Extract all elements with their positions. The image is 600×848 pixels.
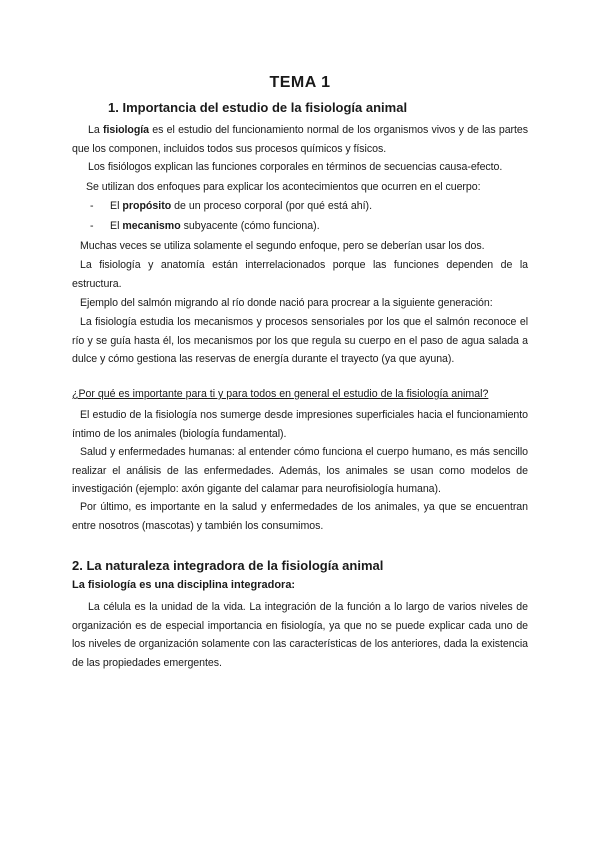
paragraph-text: Salud y enfermedades humanas: al entender cómo funciona el cuerpo humano, es más sencillo realizar el análisis de las enfermedades. Además, los animales se usan como modelos de investigación (ejemplo: axón gigante del calamar para neurofisiología humana). [72,446,528,495]
paragraph-text: El estudio de la fisiología nos sumerge desde impresiones superficiales hacia el funcionamiento íntimo de los animales (biología fundamental). [72,409,528,440]
paragraph-text: Muchas veces se utiliza solamente el segundo enfoque, pero se deberían usar los dos. [80,240,485,252]
paragraph-approaches-use [72,237,528,256]
paragraph-animal-health [72,498,528,535]
bold-term: propósito [122,200,172,212]
paragraph-text: Por último, es importante en la salud y enfermedades de los animales, ya que se encuentran entre nosotros (mascotas) y también los consumimos. [72,501,528,532]
paragraph-text: La [88,124,103,136]
paragraph-text: La célula es la unidad de la vida. La integración de la función a lo largo de varios niveles de organización es de especial importancia en fisiología, ya que no se puede explicar cada uno de los niveles de organización solamente con las características de los anteriores, dada la existencia de las propiedades emergentes. [72,601,528,669]
list-text: El [110,200,123,212]
list-text: subyacente (cómo funciona). [180,220,320,232]
paragraph-text: Los fisiólogos explican las funciones corporales en términos de secuencias causa-efecto. [88,161,503,173]
bold-term: fisiología [102,124,149,136]
paragraph-definition [72,121,528,158]
paragraph-text: es el estudio del funcionamiento normal de los organismos vivos y de las partes que los componen, incluidos todos sus procesos químicos y físicos. [72,124,528,155]
list-text: El [110,220,123,232]
paragraph-text: La fisiología y anatomía están interrelacionados porque las funciones dependen de la estructura. [72,259,528,290]
question-heading: ¿Por qué es importante para ti y para todos en general el estudio de la fisiología animal? [72,388,489,400]
paragraph-salmon-detail [72,313,528,369]
paragraph-text: La fisiología estudia los mecanismos y procesos sensoriales por los que el salmón reconoce el río y se guía hasta él, los mecanismos por los que regula su cuerpo en el paso de agua salada a dulce y cómo gestiona las reservas de energía durante el trayecto (ya que ayuna). [72,316,528,365]
paragraph-integration [72,598,528,672]
paragraph-human-health [72,443,528,499]
paragraph-approaches [72,178,528,197]
list-text: de un proceso corporal (por qué está ahí). [171,200,373,212]
paragraph-text: Se utilizan dos enfoques para explicar los acontecimientos que ocurren en el cuerpo: [86,181,481,193]
section-1-heading: 1. Importancia del estudio de la fisiología animal [108,100,408,115]
paragraph-physiologists [72,158,528,177]
list-bullet: - [90,220,94,232]
bold-term: mecanismo [122,220,181,232]
list-item [90,197,372,216]
paragraph-text: Ejemplo del salmón migrando al río donde nació para procrear a la siguiente generación: [80,297,493,309]
document-title: TEMA 1 [269,74,331,91]
list-bullet: - [90,200,94,212]
paragraph-anatomy [72,256,528,293]
section-2-heading: 2. La naturaleza integradora de la fisiología animal [72,558,384,573]
section-2-subheading: La fisiología es una disciplina integradora: [72,579,296,591]
list-item [90,217,320,236]
paragraph-salmon-example [72,294,528,313]
paragraph-study-importance [72,406,528,443]
